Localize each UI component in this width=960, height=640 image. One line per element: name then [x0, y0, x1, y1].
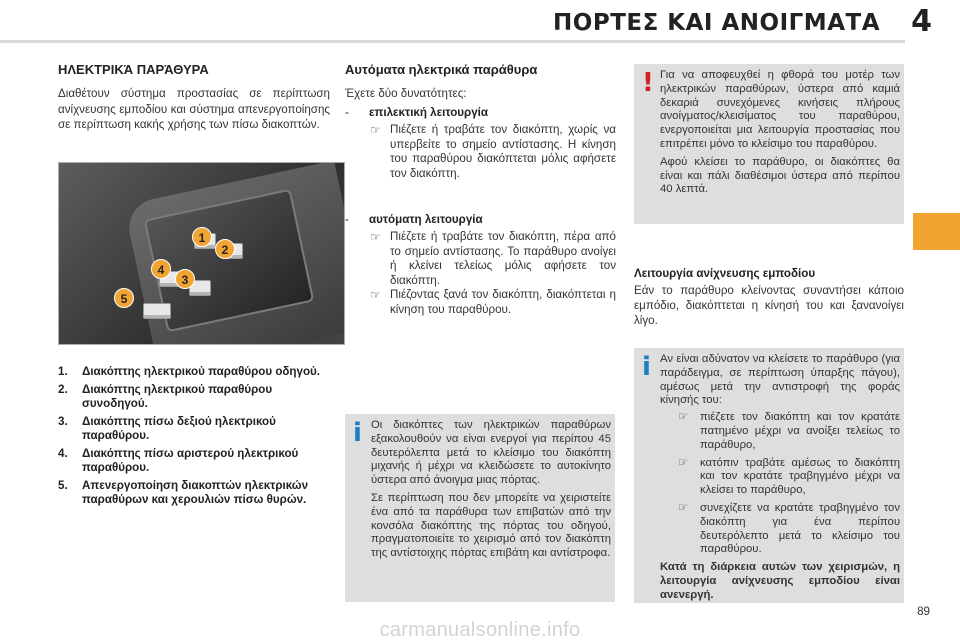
section-intro: Διαθέτουν σύστημα προστασίας σε περίπτωση ανίχνευσης εμποδίου και σύστημα απενεργοποίησης σε περίπτωση κακής χρήσης των πίσω διακοπτών. [58, 87, 330, 131]
obstacle-detection-title: Λειτουργία ανίχνευσης εμποδίου [634, 267, 816, 280]
list-item: ☞ κατόπιν τραβάτε αμέσως το διακόπτη και τον κρατάτε τραβηγμένο μέχρι να κλείσει το παράθυρο, [678, 456, 900, 497]
switch-legend [58, 365, 338, 511]
pointing-hand-icon: ☞ [678, 411, 689, 424]
list-item: 2. Διακόπτης ηλεκτρικού παραθύρου συνοδηγού. [58, 383, 273, 410]
info-box-text: Αν είναι αδύνατον να κλείσετε το παράθυρο (για παράδειγμα, σε περίπτωση ύπαρξης πάγου), αμέσως μετά την αντιστροφή της φοράς κίνησής του: ☞ πιέζετε τον διακόπτη και τον κρατάτε πατημένο μέχρι να ανοίξει τελείως το παράθυρο, ☞ κατόπιν τραβάτε αμέσως το διακόπτη και τον κρατάτε τραβηγμένο μέχρι να κλείσει το παράθυρο, ☞ συνεχίζετε να κρατάτε τραβηγμένο τον διακόπτη για ένα περίπου δευτερόλεπτο μετά το κλείσιμο του παραθύρου. Κατά τη διάρκεια αυτών των χειρισμών, η λειτουργία ανίχνευσης εμποδίου είναι ανενεργή. [660, 353, 900, 601]
list-item: ☞ πιέζετε τον διακόπτη και τον κρατάτε πατημένο μέχρι να ανοίξει τελείως το παράθυρο, [678, 411, 900, 451]
badge-5: 5 [114, 288, 134, 308]
info-icon: i [353, 418, 362, 448]
chapter-tab-marker [913, 213, 960, 250]
switch-lock [143, 303, 171, 319]
warning-box-text: Για να αποφευχθεί η φθορά του μοτέρ των ηλεκτρικών παραθύρων, ύστερα από καμιά δεκαριά συνεχόμενες κινήσεις πλήρους ανοίγματος/κλεισίματος του παραθύρου, ενεργοποιείται μια λειτουργία προστασίας που επιτρέπει μόνο το κλείσιμο του παραθύρου. Αφού κλείσει το παράθυρο, οι διακόπτες θα είναι και πάλι διαθέσιμοι ύστερα από περίπου 40 λεπτά. [660, 69, 900, 196]
list-item: 5. Απενεργοποίηση διακοπτών ηλεκτρικών παραθύρων και χερουλιών πίσω θυρών. [58, 479, 309, 506]
info-box-text: Οι διακόπτες των ηλεκτρικών παραθύρων εξακολουθούν να είναι ενεργοί για περίπου 45 δευτερόλεπτα μετά το κλείσιμο του διακόπτη μιχανής ή μέχρι να κλειδώσετε το αυτοκίνητο ύστερα από άνοιγμα μιας πόρτας. Σε περίπτωση που δεν μπορείτε να χειριστείτε ένα από τα παράθυρα των επιβατών από την κονσόλα διακόπτης της πόρτας του οδηγού, πραγματοποιείτε το χειρισμό από τον διακόπτη της αντίστοιχης πόρτας επιβάτη και αντίστροφα. [371, 419, 611, 560]
list-item: 3. Διακόπτης πίσω δεξιού ηλεκτρικού παραθύρου. [58, 415, 276, 442]
chapter-number: 4 [911, 4, 932, 39]
auto-windows-subtitle: Έχετε δύο δυνατότητες: [345, 87, 467, 100]
list-item: ☞ συνεχίζετε να κρατάτε τραβηγμένο τον διακόπτη για ένα περίπου δευτερόλεπτο μετά το κλείσιμο του παραθύρου. [678, 501, 900, 556]
mode-auto-bullet: ☞ Πιέζετε ή τραβάτε τον διακόπτη, πέρα από το σημείο αντίστασης. Το παράθυρο ανοίγει ή κλείνει τελείως μόλις αφήσετε τον διακόπτη. [370, 230, 616, 287]
warning-icon: ! [642, 68, 654, 98]
badge-2: 2 [215, 239, 235, 259]
pointing-hand-icon: ☞ [678, 456, 689, 469]
pointing-hand-icon: ☞ [678, 501, 689, 514]
list-item: 4. Διακόπτης πίσω αριστερού ηλεκτρικού παραθύρου. [58, 447, 299, 474]
watermark: carmanualsonline.info [379, 619, 581, 640]
warning-box-motor [634, 64, 904, 224]
chapter-title: ΠΟΡΤΕΣ ΚΑΙ ΑΝΟΙΓΜΑΤΑ [553, 10, 880, 36]
info-box-ice [634, 348, 904, 603]
badge-4: 4 [151, 259, 171, 279]
obstacle-detection-text: Εάν το παράθυρο κλείνοντας συναντήσει κάποιο εμπόδιο, διακόπτεται η κίνησή του και ξανανοίγει λίγο. [634, 284, 904, 327]
window-switch-photo [58, 162, 345, 345]
auto-windows-title: Αυτόματα ηλεκτρικά παράθυρα [345, 62, 538, 77]
section-title: ΗΛΕΚΤΡΙΚΆ ΠΑΡΆΘΥΡΑ [58, 62, 209, 77]
mode-auto-label: - αυτόματη λειτουργία [345, 213, 483, 226]
header-rule [0, 40, 905, 43]
pointing-hand-icon: ☞ [370, 123, 381, 137]
mode-selective-label: - επιλεκτική λειτουργία [345, 106, 488, 119]
pointing-hand-icon: ☞ [370, 230, 381, 244]
info-box-switch-timeout [345, 414, 615, 602]
badge-3: 3 [175, 269, 195, 289]
pointing-hand-icon: ☞ [370, 288, 381, 302]
info-icon: i [642, 352, 651, 382]
page-number: 89 [917, 605, 930, 618]
list-item: 1. Διακόπτης ηλεκτρικού παραθύρου οδηγού. [58, 365, 321, 378]
mode-selective-bullet: ☞ Πιέζετε ή τραβάτε τον διακόπτη, χωρίς να υπερβείτε το σημείο αντίστασης. Η κίνηση του παραθύρου διακόπτεται μόλις αφήσετε τον διακόπτη. [370, 123, 616, 180]
badge-1: 1 [192, 227, 212, 247]
mode-auto-bullet: ☞ Πιέζοντας ξανά τον διακόπτη, διακόπτεται η κίνηση του παραθύρου. [370, 288, 616, 316]
